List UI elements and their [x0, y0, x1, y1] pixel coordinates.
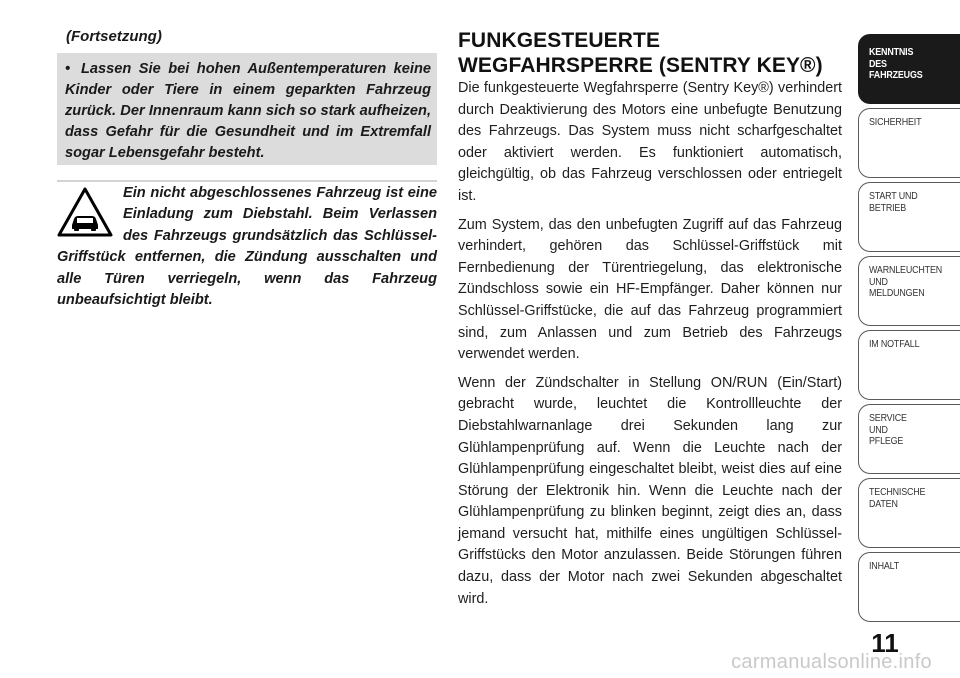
tab-label: IM NOTFALL	[869, 338, 920, 350]
continuation-label: (Fortsetzung)	[66, 28, 162, 45]
page-number: 11	[871, 628, 899, 658]
warning-box-paragraph	[57, 53, 437, 164]
warning-text: Ein nicht abgeschlossenes Fahrzeug ist eine Einladung zum Diebstahl. Beim Verlassen des Fahrzeugs grundsätzlich das Schlüssel-Griffstück entfernen, die Zündung ausschalten und alle Türen verriegeln, wenn das Fahrzeug unbeaufsichtigt bleibt.	[57, 185, 437, 309]
paragraph-2: Zum System, das den unbefugten Zugriff auf das Fahrzeug verhindert, gehören das Schlüssel-Griffstück mit Fernbedienung der Türentriegelung, das elektronische Zündschloss sowie ein HF-Empfänger. Daher können nur Schlüssel-Griffstücke, die auf das Fahrzeug programmiert sind, zum Anlassen und zum Betrieb des Fahrzeugs verwendet werden.	[458, 216, 842, 363]
warning-box-text: Lassen Sie bei hohen Außentemperaturen keine Kinder oder Tiere in einem geparkten Fahrzeug zurück. Der Innenraum kann sich so stark aufheizen, dass Gefahr für die Gesundheit und im Extremfall sogar Lebensgefahr besteht.	[65, 61, 431, 161]
tab-service-und-pflege[interactable]	[858, 404, 960, 474]
tab-sicherheit[interactable]	[858, 108, 960, 178]
tab-label: START UND BETRIEB	[869, 190, 918, 214]
tab-start-und-betrieb[interactable]	[858, 182, 960, 252]
warning-box	[57, 53, 437, 165]
chapter-tabs	[858, 34, 960, 626]
paragraph-1: Die funkgesteuerte Wegfahrsperre (Sentry Key®) verhindert durch Deaktivierung des Motors eine unbefugte Benutzung des Fahrzeugs. Das System muss nicht scharfgeschaltet oder aktiviert werden. Es funktioniert automatisch, gleichgültig, ob das Fahrzeug verschlossen oder entriegelt ist.	[458, 80, 842, 204]
tab-label: SICHERHEIT	[869, 116, 922, 128]
paragraph-3: Wenn der Zündschalter in Stellung ON/RUN (Ein/Start) gebracht wurde, leuchtet die Kontrollleuchte der Diebstahlwarnanlage drei Sekunden lang zur Glühlampenprüfung auf. Wenn die Leuchte nach der Glühlampenprüfung eingeschaltet bleibt, weist dies auf eine Störung der Elektronik hin. Wenn die Leuchte nach der Glühlampenprüfung zu blinken beginnt, zeigt dies an, dass jemand versucht hat, mithilfe eines ungültigen Schlüssel-Griffstücks den Motor anzulassen. Beide Störungen führen dazu, dass der Motor nach zwei Sekunden abgeschaltet wird.	[458, 374, 842, 607]
tab-technische-daten[interactable]	[858, 478, 960, 548]
tab-label: INHALT	[869, 560, 900, 572]
tab-kenntnis-des-fahrzeugs[interactable]	[858, 34, 960, 104]
section-heading: FUNKGESTEUERTE WEGFAHRSPERRE (SENTRY KEY®)	[458, 29, 823, 77]
tab-label: KENNTNIS DES FAHRZEUGS	[869, 46, 923, 81]
tab-label: SERVICE UND PFLEGE	[869, 412, 907, 447]
watermark: carmanualsonline.info	[731, 651, 932, 673]
warning-paragraph	[57, 183, 437, 311]
separator-line	[57, 180, 437, 182]
tab-label: WARNLEUCHTEN UND MELDUNGEN	[869, 264, 943, 299]
bullet-glyph: •	[65, 61, 71, 77]
warning-triangle-car-icon	[57, 186, 113, 238]
tab-warnleuchten-und-meldungen[interactable]	[858, 256, 960, 326]
tab-label: TECHNISCHE DATEN	[869, 486, 926, 510]
body-text	[458, 78, 842, 617]
tab-inhalt[interactable]	[858, 552, 960, 622]
tab-im-notfall[interactable]	[858, 330, 960, 400]
